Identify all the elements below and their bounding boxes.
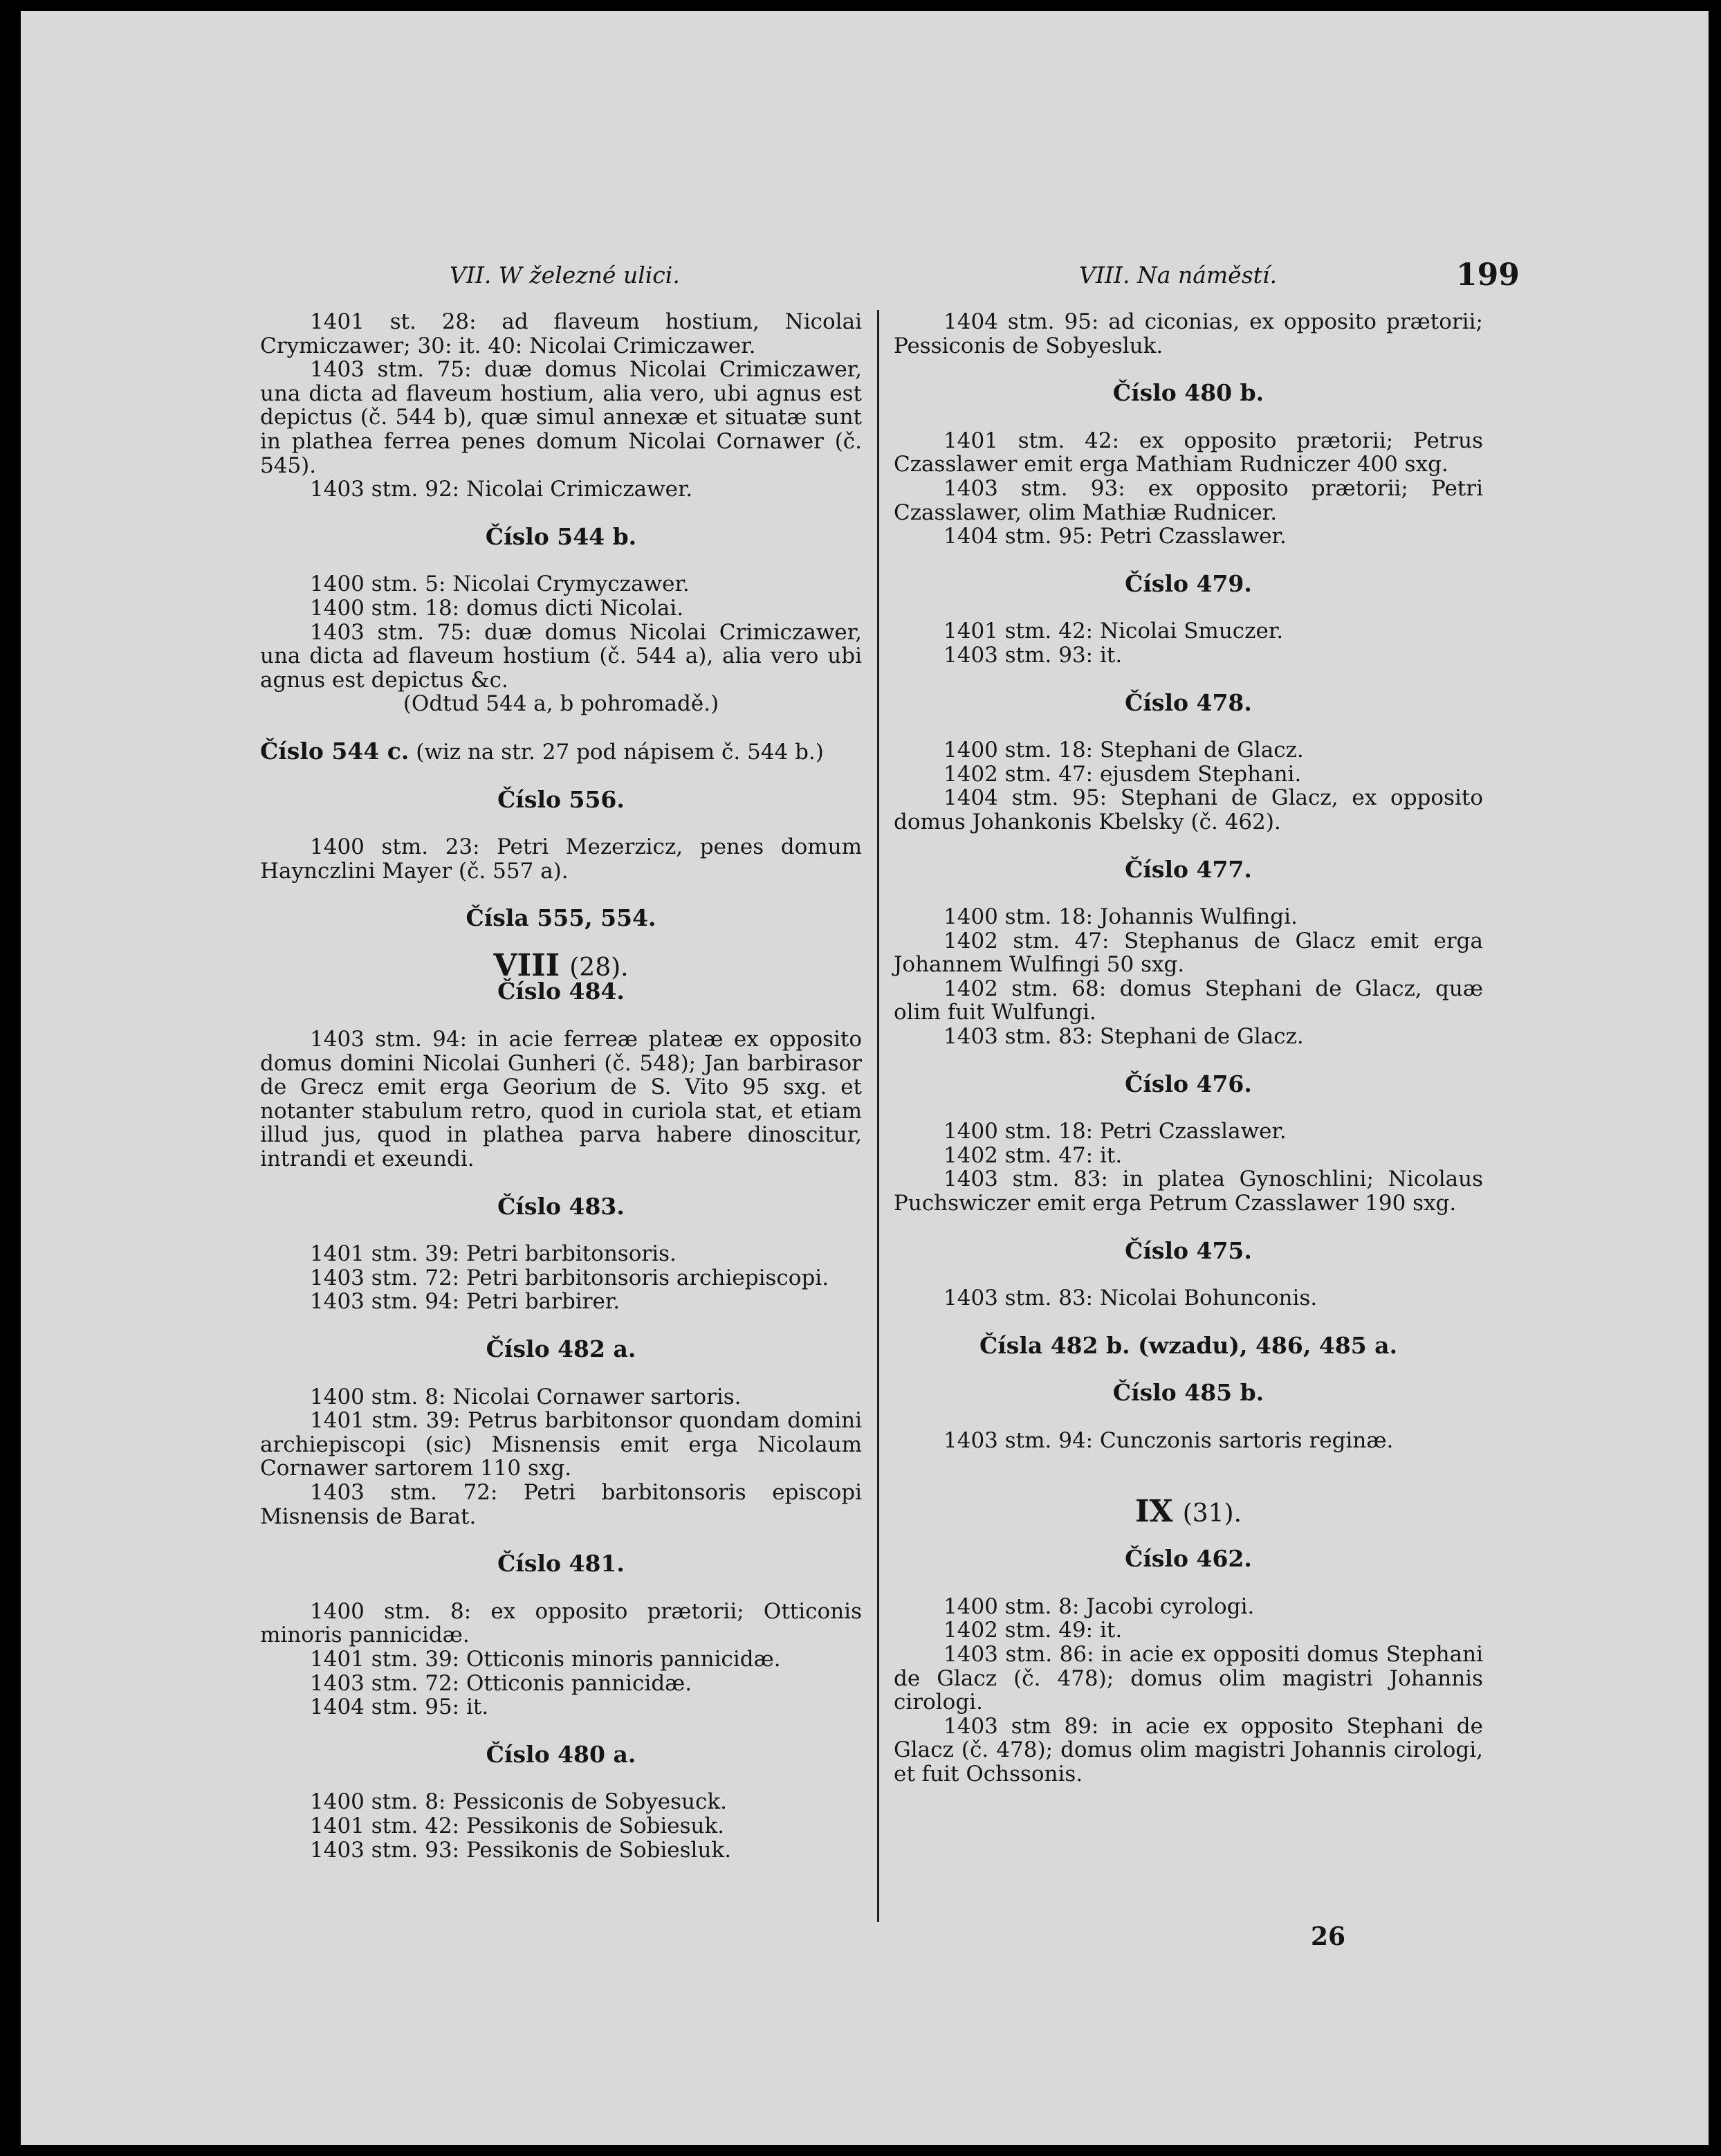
section-heading: Číslo 476. [1125, 1070, 1252, 1097]
entry: 1402 stm. 47: ejusdem Stephani. [944, 761, 1302, 787]
entry: 1403 stm. 93: ex opposito prætorii; Petri Czasslawer, olim Mathiæ Rudnicer. [894, 475, 1483, 525]
section-heading: Číslo 482 a. [486, 1335, 636, 1362]
section-heading: Číslo 480 b. [1112, 379, 1264, 407]
section-heading: Čísla 555, 554. [466, 904, 656, 932]
entry: 1401 st. 28: ad flaveum hostium, Nicolai Crymiczawer; 30: it. 40: Nicolai Crimiczawer. [260, 309, 862, 358]
page-number: 199 [1456, 257, 1520, 293]
entry: 1403 stm. 83: Nicolai Bohunconis. [944, 1286, 1318, 1311]
entry: 1403 stm. 83: Stephani de Glacz. [944, 1024, 1304, 1050]
entry: 1403 stm. 72: Otticonis pannicidæ. [310, 1670, 692, 1696]
entry: 1401 stm. 39: Petrus barbitonsor quondam domini archiepiscopi (sic) Misnensis emit erga Nicolaum Cornawer sartorem 110 sxg. [260, 1408, 862, 1481]
running-header-right: VIII. Na náměstí. [1079, 262, 1277, 289]
entry: 1403 stm. 94: in acie ferreæ plateæ ex opposito domus domini Nicolai Gunheri (č. 548); Jan barbirasor de Grecz emit erga Georium de S. Vito 95 sxg. et notanter stabulum retro, quod in curiola stat, et etiam illud jus, quod in plathea parva habere dinoscitur, intrandi et exeundi. [260, 1027, 862, 1172]
entry: 1400 stm. 18: Johannis Wulfingi. [944, 904, 1298, 930]
section-heading: Číslo 477. [1125, 855, 1252, 883]
entry: 1401 stm. 42: ex opposito prætorii; Petrus Czasslawer emit erga Mathiam Rudniczer 400 sxg. [894, 428, 1483, 477]
section-heading: Číslo 556. [497, 785, 625, 813]
section-heading: Číslo 483. [497, 1192, 625, 1220]
entry: 1400 stm. 5: Nicolai Crymyczawer. [310, 572, 690, 597]
entry: 1400 stm. 18: Stephani de Glacz. [944, 738, 1304, 763]
entry: 1402 stm. 47: Stephanus de Glacz emit erga Johannem Wulfingi 50 sxg. [894, 928, 1483, 978]
section-heading: Číslo 544 b. [485, 522, 637, 550]
section-heading: Číslo 480 a. [486, 1740, 636, 1768]
section-heading: Číslo 478. [1125, 688, 1252, 716]
editor-note: (Odtud 544 a, b pohromadě.) [403, 691, 719, 717]
entry: 1403 stm. 86: in acie ex oppositi domus Stephani de Glacz (č. 478); domus olim magistri Johannis cirologi. [894, 1641, 1483, 1715]
left-column [260, 310, 862, 1862]
entry: 1404 stm. 95: Stephani de Glacz, ex opposito domus Johankonis Kbelsky (č. 462). [894, 785, 1483, 834]
chapter-count: (28). [569, 953, 629, 982]
entry: 1403 stm. 94: Petri barbirer. [310, 1289, 620, 1315]
section-heading: Čísla 482 b. (wzadu), 486, 485 a. [979, 1331, 1398, 1359]
entry: 1402 stm. 49: it. [944, 1618, 1123, 1643]
section-heading: Číslo 475. [1125, 1236, 1252, 1264]
entry: 1400 stm. 8: Jacobi cyrologi. [944, 1593, 1255, 1619]
entry: 1403 stm. 75: duæ domus Nicolai Crimiczawer, una dicta ad flaveum hostium (č. 544 a), alia vero ubi agnus est depictus &c. [260, 619, 862, 693]
cross-reference-text: (wiz na str. 27 pod nápisem č. 544 b.) [416, 739, 824, 765]
entry: 1404 stm. 95: ad ciconias, ex opposito prætorii; Pessiconis de Sobyesluk. [894, 309, 1483, 358]
column-divider [877, 310, 879, 1922]
entry: 1400 stm. 8: Pessiconis de Sobyesuck. [310, 1789, 727, 1815]
entry: 1401 stm. 42: Nicolai Smuczer. [944, 619, 1284, 644]
entry: 1401 stm. 42: Pessikonis de Sobiesuk. [310, 1813, 725, 1838]
entry: 1400 stm. 8: ex opposito prætorii; Otticonis minoris pannicidæ. [260, 1598, 862, 1648]
entry: 1400 stm. 23: Petri Mezerzicz, penes domum Haynczlini Mayer (č. 557 a). [260, 834, 862, 884]
entry: 1403 stm. 93: it. [944, 642, 1123, 668]
entry: 1400 stm. 18: Petri Czasslawer. [944, 1119, 1287, 1144]
right-column [894, 310, 1483, 1787]
entry: 1402 stm. 68: domus Stephani de Glacz, quæ olim fuit Wulfungi. [894, 976, 1483, 1025]
chapter-heading [894, 1493, 1483, 1529]
entry: 1401 stm. 39: Petri barbitonsoris. [310, 1241, 677, 1267]
entry: 1400 stm. 18: domus dicti Nicolai. [310, 595, 684, 621]
cross-reference-label: Číslo 544 c. [260, 737, 409, 765]
chapter-count: (31). [1182, 1499, 1242, 1528]
entry: 1402 stm. 47: it. [944, 1142, 1123, 1168]
chapter-heading [260, 947, 862, 983]
running-header-left: VII. W železné ulici. [450, 262, 680, 289]
chapter-roman: VIII [493, 947, 560, 983]
section-heading: Číslo 485 b. [1112, 1379, 1264, 1407]
entry: 1403 stm. 92: Nicolai Crimiczawer. [310, 477, 693, 502]
entry: 1403 stm. 83: in platea Gynoschlini; Nicolaus Puchswiczer emit erga Petrum Czasslawer 190 sxg. [894, 1167, 1483, 1216]
section-heading: Číslo 479. [1125, 569, 1252, 597]
section-heading: Číslo 484. [497, 978, 625, 1005]
entry: 1403 stm. 75: duæ domus Nicolai Crimiczawer, una dicta ad flaveum hostium, alia vero, ubi agnus est depictus (č. 544 b), quæ simul annexæ et situatæ sunt in plathea ferrea penes domum Nicolai Cornawer (č. 545). [260, 357, 862, 478]
section-heading: Číslo 462. [1125, 1545, 1252, 1573]
entry: 1403 stm. 72: Petri barbitonsoris episcopi Misnensis de Barat. [260, 1479, 862, 1529]
cross-reference [260, 737, 862, 765]
signature-mark: 26 [1311, 1922, 1346, 1951]
entry: 1400 stm. 8: Nicolai Cornawer sartoris. [310, 1384, 742, 1409]
entry: 1403 stm. 93: Pessikonis de Sobiesluk. [310, 1837, 732, 1863]
entry: 1403 stm. 72: Petri barbitonsoris archiepiscopi. [310, 1265, 829, 1290]
entry: 1404 stm. 95: it. [310, 1694, 489, 1720]
chapter-roman: IX [1134, 1493, 1173, 1529]
entry: 1403 stm 89: in acie ex opposito Stephani de Glacz (č. 478); domus olim magistri Johannis cirologi, et fuit Ochssonis. [894, 1713, 1483, 1787]
section-heading: Číslo 481. [497, 1550, 625, 1578]
entry: 1404 stm. 95: Petri Czasslawer. [944, 524, 1287, 549]
entry: 1401 stm. 39: Otticonis minoris pannicidæ. [310, 1646, 781, 1672]
entry: 1403 stm. 94: Cunczonis sartoris reginæ. [944, 1428, 1394, 1453]
